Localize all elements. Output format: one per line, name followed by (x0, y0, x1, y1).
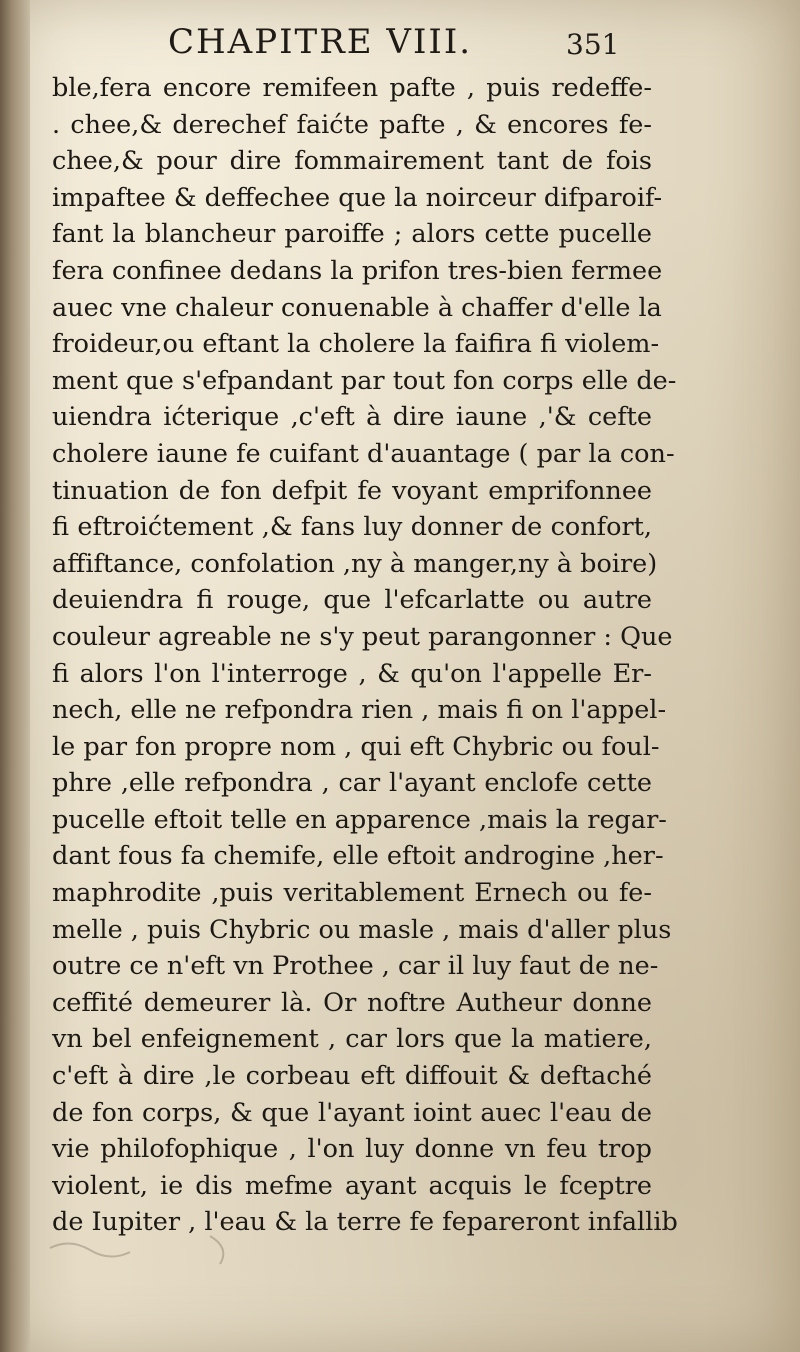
body-text (52, 70, 678, 1241)
text-line: fant la blancheur paroiffe ; alors cette pucelle (52, 219, 652, 250)
text-line: . chee,& derechef faićte pafte , & encores fe- (52, 109, 652, 140)
text-line: maphrodite ,puis veritablement Ernech ou fe- (52, 878, 652, 909)
text-line: froideur,ou eftant la cholere la faifira fi violem- (52, 329, 660, 360)
text-line: violent, ie dis mefme ayant acquis le fceptre (52, 1170, 652, 1201)
text-line: ble,fera encore remifeen pafte , puis redeffe- (52, 73, 652, 103)
text-line: uiendra ićterique ,c'eft à dire iaune ,'& cefte (52, 402, 652, 433)
text-line: cholere iaune fe cuifant d'auantage ( par la con- (52, 438, 675, 469)
text-line: dant fous fa chemife, elle eftoit androgine ,her- (52, 841, 664, 872)
page-number: 351 (566, 28, 620, 61)
text-line: outre ce n'eft vn Prothee , car il luy faut de ne- (52, 951, 659, 982)
text-line: vie philofophique , l'on luy donne vn feu trop (52, 1134, 652, 1165)
text-line: affiftance, confolation ,ny à manger,ny à boire) (52, 548, 658, 579)
text-line: auec vne chaleur conuenable à chaffer d'elle la (52, 292, 662, 323)
chapter-title: CHAPITRE VIII. (168, 22, 473, 62)
text-line: de fon corps, & que l'ayant ioint auec l'eau de (52, 1097, 652, 1128)
text-line: tinuation de fon defpit fe voyant emprifonnee (52, 475, 652, 506)
text-line: c'eft à dire ,le corbeau eft diffouit & deftaché (52, 1061, 652, 1092)
text-line: pucelle eftoit telle en apparence ,mais la regar- (52, 804, 667, 835)
text-line: phre ,elle refpondra , car l'ayant enclofe cette (52, 768, 652, 799)
text-line: couleur agreable ne s'y peut parangonner : Que (52, 621, 673, 652)
faint-mark (30, 1228, 270, 1268)
text-line: vn bel enfeignement , car lors que la matiere, (52, 1024, 652, 1055)
running-header (0, 22, 800, 66)
text-line: fi eftroićtement ,& fans luy donner de confort, (52, 512, 652, 543)
text-line: le par fon propre nom , qui eft Chybric ou foul- (52, 731, 660, 762)
book-gutter (0, 0, 30, 1352)
text-line: de Iupiter , l'eau & la terre fe fepareront infallib (52, 1207, 678, 1238)
text-line: nech, elle ne refpondra rien , mais fi on l'appel- (52, 695, 667, 726)
text-line: deuiendra fi rouge, que l'efcarlatte ou autre (52, 585, 652, 616)
text-line: melle , puis Chybric ou masle , mais d'aller plus (52, 914, 672, 945)
text-line: impaftee & deffechee que la noirceur difparoif- (52, 182, 663, 213)
text-line: ment que s'efpandant par tout fon corps elle de- (52, 365, 677, 396)
text-line: fi alors l'on l'interroge , & qu'on l'appelle Er- (52, 658, 652, 689)
text-line: fera confinee dedans la prifon tres-bien fermee (52, 255, 663, 286)
text-line: ceffité demeurer là. Or noftre Autheur donne (52, 987, 652, 1018)
text-line: chee,& pour dire fommairement tant de fois (52, 146, 652, 177)
